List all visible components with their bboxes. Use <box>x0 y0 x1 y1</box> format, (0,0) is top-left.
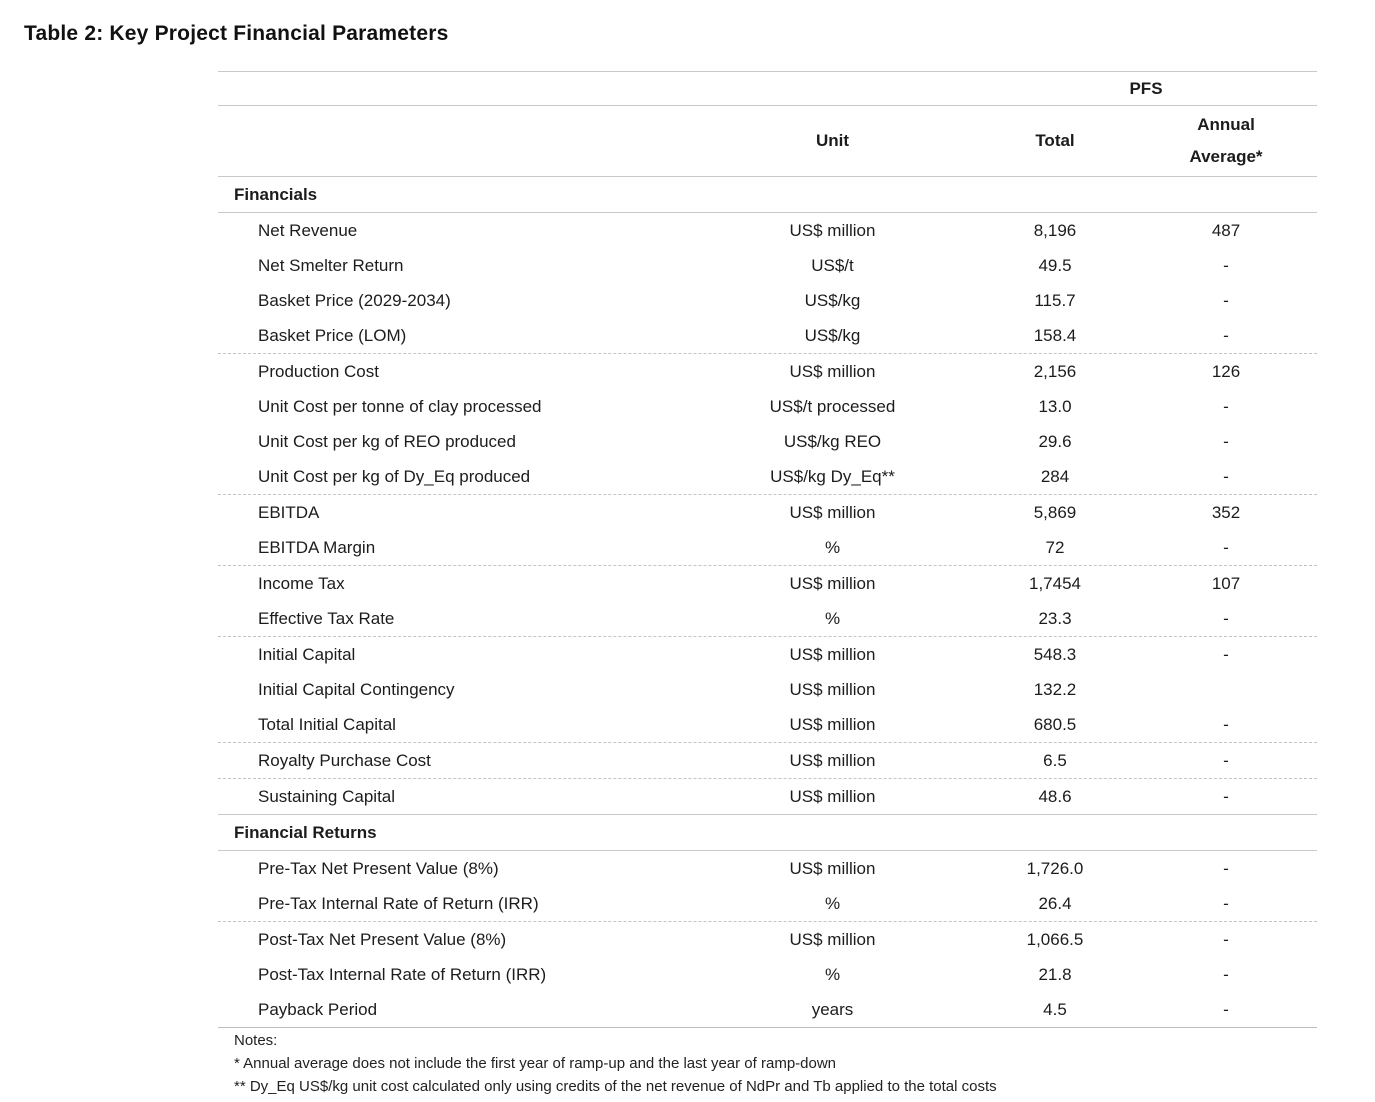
row-group <box>218 354 1317 495</box>
row-total: 2,156 <box>1033 361 1077 381</box>
row-group <box>218 922 1317 1027</box>
row-annual-average: - <box>1223 325 1229 345</box>
row-total: 284 <box>1040 466 1070 486</box>
row-label: Unit Cost per tonne of clay processed <box>258 396 542 416</box>
financial-parameters-table <box>218 71 1317 1028</box>
row-annual-average: - <box>1223 608 1229 628</box>
column-header-row <box>218 106 1317 177</box>
row-total: 1,726.0 <box>1026 858 1084 878</box>
row-unit: US$/kg REO <box>783 431 882 451</box>
row-label: Pre-Tax Net Present Value (8%) <box>258 858 499 878</box>
row-annual-average: - <box>1223 893 1229 913</box>
pfs-group-header-row <box>218 72 1317 106</box>
table-row <box>218 743 1317 778</box>
row-unit: US$ million <box>789 858 876 878</box>
row-annual-average: - <box>1223 431 1229 451</box>
table-row <box>218 992 1317 1027</box>
row-label: Production Cost <box>258 361 379 381</box>
row-annual-average: - <box>1223 644 1229 664</box>
row-annual-average: - <box>1223 858 1229 878</box>
table-row <box>218 957 1317 992</box>
row-group <box>218 213 1317 354</box>
row-total: 680.5 <box>1033 714 1077 734</box>
table-row <box>218 566 1317 601</box>
row-total: 6.5 <box>1043 750 1067 770</box>
row-label: Effective Tax Rate <box>258 608 395 628</box>
table-row <box>218 283 1317 318</box>
annual-average-line2: Average* <box>1189 147 1263 166</box>
row-annual-average: 352 <box>1211 502 1241 522</box>
row-total: 548.3 <box>1033 644 1077 664</box>
row-total: 132.2 <box>1033 679 1077 699</box>
table-row <box>218 248 1317 283</box>
row-unit: % <box>824 893 841 913</box>
row-unit: US$ million <box>789 502 876 522</box>
column-header-unit: Unit <box>815 131 850 150</box>
pfs-group-header: PFS <box>1129 78 1163 98</box>
section-header-row <box>218 177 1317 213</box>
row-label: Payback Period <box>258 999 378 1019</box>
table-row <box>218 213 1317 248</box>
table-row <box>218 637 1317 672</box>
row-annual-average: 487 <box>1211 220 1241 240</box>
table-row <box>218 459 1317 494</box>
table-row <box>218 424 1317 459</box>
row-group <box>218 779 1317 815</box>
row-label: Basket Price (LOM) <box>258 325 407 345</box>
table-row <box>218 886 1317 921</box>
row-group <box>218 566 1317 637</box>
row-annual-average: - <box>1223 750 1229 770</box>
row-total: 1,066.5 <box>1026 929 1084 949</box>
row-unit: % <box>824 608 841 628</box>
row-label: Post-Tax Internal Rate of Return (IRR) <box>258 964 547 984</box>
row-unit: US$ million <box>789 714 876 734</box>
section-header-row <box>218 815 1317 851</box>
row-label: Income Tax <box>258 573 345 593</box>
table-row <box>218 707 1317 742</box>
row-annual-average: 107 <box>1211 573 1241 593</box>
row-total: 49.5 <box>1038 255 1072 275</box>
row-unit: US$/t processed <box>769 396 896 416</box>
row-unit: US$/kg Dy_Eq** <box>770 466 895 486</box>
row-group <box>218 495 1317 566</box>
table-row <box>218 779 1317 814</box>
annual-average-line1: Annual <box>1197 114 1255 134</box>
row-annual-average: - <box>1223 714 1229 734</box>
row-unit: years <box>811 999 854 1019</box>
section-header-label: Financial Returns <box>234 822 377 842</box>
row-total: 8,196 <box>1033 220 1077 240</box>
row-unit: US$ million <box>789 573 876 593</box>
row-unit: US$ million <box>789 679 876 699</box>
row-total: 23.3 <box>1038 608 1072 628</box>
row-unit: US$ million <box>789 220 876 240</box>
row-total: 13.0 <box>1038 396 1072 416</box>
row-annual-average: 126 <box>1211 361 1241 381</box>
row-label: EBITDA Margin <box>258 537 376 557</box>
row-total: 26.4 <box>1038 893 1072 913</box>
row-unit: US$/kg <box>804 325 861 345</box>
row-group <box>218 851 1317 922</box>
section-header-label: Financials <box>234 184 318 204</box>
table-row <box>218 601 1317 636</box>
row-unit: US$ million <box>789 361 876 381</box>
row-label: Sustaining Capital <box>258 786 396 806</box>
table-row <box>218 354 1317 389</box>
row-total: 1,7454 <box>1029 573 1081 593</box>
row-annual-average: - <box>1223 290 1229 310</box>
row-annual-average: - <box>1223 999 1229 1019</box>
row-unit: US$ million <box>789 644 876 664</box>
row-unit: US$/kg <box>804 290 861 310</box>
table-row <box>218 530 1317 565</box>
row-total: 72 <box>1045 537 1065 557</box>
row-label: Initial Capital Contingency <box>258 679 455 699</box>
table-row <box>218 495 1317 530</box>
row-total: 48.6 <box>1038 786 1072 806</box>
table-row <box>218 922 1317 957</box>
table-row <box>218 672 1317 707</box>
row-total: 5,869 <box>1033 502 1077 522</box>
row-label: Pre-Tax Internal Rate of Return (IRR) <box>258 893 539 913</box>
row-annual-average: - <box>1223 255 1229 275</box>
row-annual-average: - <box>1223 786 1229 806</box>
row-annual-average: - <box>1223 466 1229 486</box>
row-total: 21.8 <box>1038 964 1072 984</box>
page-title: Table 2: Key Project Financial Parameters <box>24 22 449 45</box>
row-group <box>218 743 1317 779</box>
row-unit: US$ million <box>789 929 876 949</box>
column-header-annual-average <box>1135 109 1317 174</box>
table-row <box>218 318 1317 353</box>
row-label: Net Smelter Return <box>258 255 404 275</box>
row-unit: US$/t <box>811 255 854 275</box>
row-label: Basket Price (2029-2034) <box>258 290 451 310</box>
row-total: 29.6 <box>1038 431 1072 451</box>
row-group <box>218 637 1317 743</box>
row-label: Unit Cost per kg of Dy_Eq produced <box>258 466 531 486</box>
row-label: Post-Tax Net Present Value (8%) <box>258 929 507 949</box>
notes-heading: Notes: <box>234 1032 278 1049</box>
row-label: Royalty Purchase Cost <box>258 750 431 770</box>
row-unit: US$ million <box>789 786 876 806</box>
row-annual-average: - <box>1223 396 1229 416</box>
row-annual-average: - <box>1223 964 1229 984</box>
note-dy-eq: ** Dy_Eq US$/kg unit cost calculated only using credits of the net revenue of NdPr and Tb applied to the total costs <box>234 1078 997 1095</box>
row-unit: % <box>824 537 841 557</box>
row-label: Initial Capital <box>258 644 356 664</box>
row-total: 4.5 <box>1043 999 1067 1019</box>
row-unit: % <box>824 964 841 984</box>
row-label: Net Revenue <box>258 220 358 240</box>
row-total: 115.7 <box>1034 290 1076 310</box>
note-annual-average: * Annual average does not include the first year of ramp-up and the last year of ramp-down <box>234 1055 837 1072</box>
row-annual-average: - <box>1223 537 1229 557</box>
row-label: Unit Cost per kg of REO produced <box>258 431 516 451</box>
table-row <box>218 851 1317 886</box>
row-label: Total Initial Capital <box>258 714 396 734</box>
column-header-total: Total <box>1035 131 1075 150</box>
row-annual-average: - <box>1223 929 1229 949</box>
table-body <box>218 177 1317 1027</box>
notes <box>234 1029 1314 1098</box>
row-total: 158.4 <box>1033 325 1077 345</box>
row-label: EBITDA <box>258 502 320 522</box>
table-row <box>218 389 1317 424</box>
row-unit: US$ million <box>789 750 876 770</box>
